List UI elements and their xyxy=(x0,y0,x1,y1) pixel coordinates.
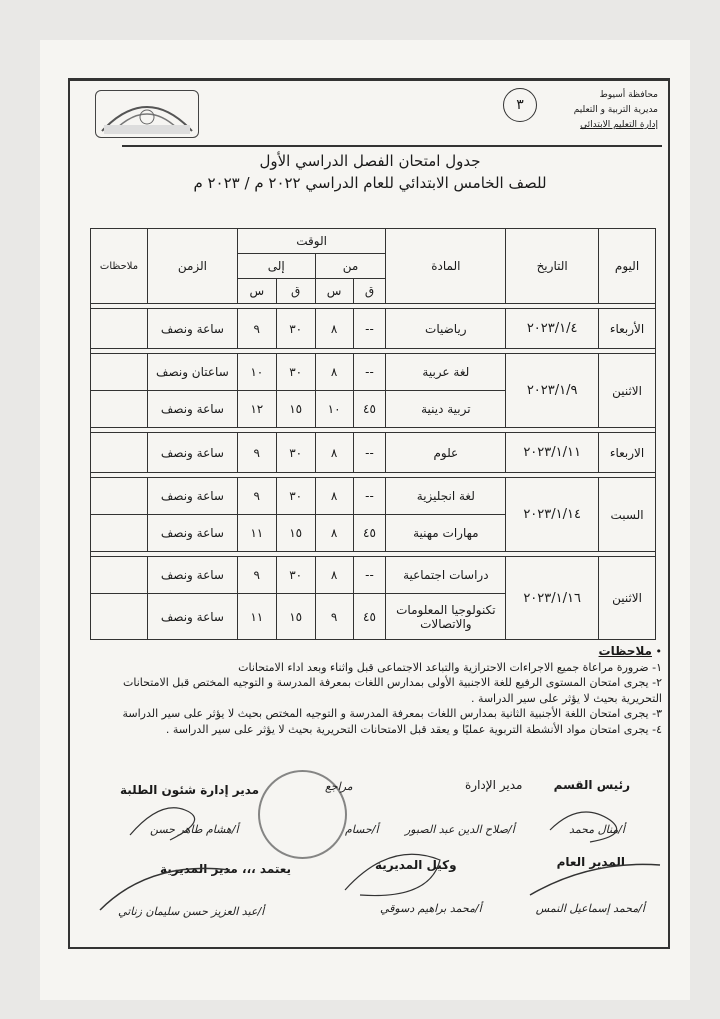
cell-to-s: ١١ xyxy=(237,515,276,552)
note-item: ١- ضرورة مراعاة جميع الاجراءات الاحترازية والتباعد الاجتماعى قبل واثناء وبعد اداء الامتحانات xyxy=(238,660,662,674)
cell-to-q: ٣٠ xyxy=(276,478,315,515)
table-row xyxy=(91,354,656,391)
signature-name: أ/منال محمد xyxy=(569,823,625,836)
cell-notes xyxy=(91,433,148,473)
cell-to-q: ١٥ xyxy=(276,391,315,428)
cell-duration: ساعة ونصف xyxy=(148,391,238,428)
signature-name: أ/هشام طاهر حسن xyxy=(150,823,239,836)
table-row xyxy=(91,433,656,473)
cell-to-q: ٣٠ xyxy=(276,433,315,473)
title-line: للصف الخامس الابتدائي للعام الدراسي ٢٠٢٢ م / ٢٠٢٣ م xyxy=(193,174,547,192)
cell-notes xyxy=(91,557,148,594)
cell-from-s: ٨ xyxy=(315,309,353,349)
signature-name: أ/محمد إسماعيل النمس xyxy=(535,902,645,915)
cell-duration: ساعة ونصف xyxy=(148,594,238,640)
cell-to-q: ٣٠ xyxy=(276,354,315,391)
signature-name: أ/محمد براهيم دسوقي xyxy=(380,902,482,915)
cell-to-q: ٣٠ xyxy=(276,309,315,349)
signature-title: مراجع xyxy=(325,780,353,793)
signature-title: رئيس القسم xyxy=(553,778,630,792)
cell-from-s: ٨ xyxy=(315,433,353,473)
table-row xyxy=(91,309,656,349)
org-line: محافظة أسيوط xyxy=(599,90,658,100)
cell-subject: علوم xyxy=(386,433,506,473)
cell-date: ٢٠٢٣/١/١٦ xyxy=(506,557,599,640)
cell-day: السبت xyxy=(599,478,656,552)
org-header xyxy=(574,88,658,133)
signature-title: المدير العام xyxy=(556,855,625,869)
cell-subject: لغة عربية xyxy=(386,354,506,391)
exam-schedule-table xyxy=(90,228,656,640)
header-to: إلى xyxy=(237,254,315,279)
cell-from-q: ٤٥ xyxy=(353,594,386,640)
cell-from-q: ٤٥ xyxy=(353,391,386,428)
cell-date: ٢٠٢٣/١/١١ xyxy=(506,433,599,473)
header-from: من xyxy=(315,254,386,279)
note-item: ٢- يجرى امتحان المستوى الرفيع للغة الاجنبية الأولى بمدارس اللغات بمعرفة المدرسة و التوجيه المختص قبل الامتحانات التحريرية بحيث لا يؤثر على سير الدراسة . xyxy=(123,676,662,705)
cell-to-s: ١١ xyxy=(237,594,276,640)
cell-to-s: ٩ xyxy=(237,433,276,473)
cell-from-s: ٩ xyxy=(315,594,353,640)
note-item: ٤- يجرى امتحان مواد الأنشطة التربوية عمليًا و يعقد قبل الامتحانات التحريرية بحيث لا يؤثر على سير الدراسة . xyxy=(165,722,662,736)
cell-to-s: ٩ xyxy=(237,557,276,594)
cell-notes xyxy=(91,354,148,391)
cell-notes xyxy=(91,594,148,640)
notes-section xyxy=(90,644,662,737)
signature-name: أ/حسام xyxy=(345,823,379,836)
logo xyxy=(95,90,199,138)
cell-day: الاثنين xyxy=(599,354,656,428)
org-line: إدارة التعليم الابتدائي xyxy=(580,120,658,130)
cell-from-q: -- xyxy=(353,557,386,594)
cell-duration: ساعة ونصف xyxy=(148,478,238,515)
cell-notes xyxy=(91,391,148,428)
cell-day: الأربعاء xyxy=(599,309,656,349)
cell-duration: ساعة ونصف xyxy=(148,309,238,349)
cell-to-s: ٩ xyxy=(237,309,276,349)
table-row xyxy=(91,557,656,594)
cell-subject: رياضيات xyxy=(386,309,506,349)
cell-from-q: -- xyxy=(353,478,386,515)
header-subject: المادة xyxy=(386,229,506,304)
header-day: اليوم xyxy=(599,229,656,304)
cell-from-q: -- xyxy=(353,433,386,473)
signature-title: مدير الإدارة xyxy=(465,778,523,792)
cell-to-s: ١٢ xyxy=(237,391,276,428)
cell-date: ٢٠٢٣/١/٩ xyxy=(506,354,599,428)
cell-subject: تربية دينية xyxy=(386,391,506,428)
notes-heading: ملاحظات xyxy=(598,644,652,658)
signature-title: وكيل المديرية xyxy=(375,858,457,872)
cell-to-s: ٩ xyxy=(237,478,276,515)
cell-day: الاربعاء xyxy=(599,433,656,473)
cell-from-q: -- xyxy=(353,354,386,391)
cell-duration: ساعة ونصف xyxy=(148,515,238,552)
cell-from-s: ٨ xyxy=(315,478,353,515)
signature-title: يعتمد ،،، مدير المديرية xyxy=(160,862,292,876)
signature-name: أ/صلاح الدين عبد الصبور xyxy=(405,823,515,836)
cell-to-q: ٣٠ xyxy=(276,557,315,594)
cell-subject: مهارات مهنية xyxy=(386,515,506,552)
cell-to-q: ١٥ xyxy=(276,594,315,640)
cell-from-s: ١٠ xyxy=(315,391,353,428)
cell-subject: تكنولوجيا المعلومات والاتصالات xyxy=(386,594,506,640)
org-line: مديرية التربية و التعليم xyxy=(573,105,658,115)
title-line: جدول امتحان الفصل الدراسي الأول xyxy=(259,152,481,170)
header-minutes: ق xyxy=(276,279,315,304)
cell-to-q: ١٥ xyxy=(276,515,315,552)
header-divider xyxy=(122,145,662,147)
cell-subject: لغة انجليزية xyxy=(386,478,506,515)
handwritten-signatures xyxy=(90,780,670,930)
header-notes: ملاحظات xyxy=(91,229,148,304)
header-hours: س xyxy=(315,279,353,304)
note-item: ٣- يجرى امتحان اللغة الأجنبية الثانية بمدارس اللغات بمعرفة المدرسة و التوجيه المختص بحيث لا يؤثر على سير الدراسة xyxy=(122,707,662,720)
cell-notes xyxy=(91,478,148,515)
page-number: ٣ xyxy=(503,88,537,122)
cell-subject: دراسات اجتماعية xyxy=(386,557,506,594)
cell-date: ٢٠٢٣/١/١٤ xyxy=(506,478,599,552)
header-duration: الزمن xyxy=(148,229,238,304)
cell-duration: ساعة ونصف xyxy=(148,557,238,594)
signature-title: مدير إدارة شئون الطلبة xyxy=(120,783,260,797)
cell-duration: ساعتان ونصف xyxy=(148,354,238,391)
header-hours: س xyxy=(237,279,276,304)
cell-from-q: ٤٥ xyxy=(353,515,386,552)
table-row xyxy=(91,478,656,515)
cell-notes xyxy=(91,515,148,552)
cell-date: ٢٠٢٣/١/٤ xyxy=(506,309,599,349)
cell-from-s: ٨ xyxy=(315,515,353,552)
cell-from-s: ٨ xyxy=(315,354,353,391)
cell-duration: ساعة ونصف xyxy=(148,433,238,473)
cell-from-q: -- xyxy=(353,309,386,349)
bullet: • xyxy=(652,645,662,658)
header-time: الوقت xyxy=(237,229,386,254)
cell-notes xyxy=(91,309,148,349)
cell-from-s: ٨ xyxy=(315,557,353,594)
cell-day: الاثنين xyxy=(599,557,656,640)
page-title xyxy=(130,150,610,194)
signature-name: أ/عبد العزيز حسن سليمان زناتي xyxy=(118,905,265,918)
header-date: التاريخ xyxy=(506,229,599,304)
header-minutes: ق xyxy=(353,279,386,304)
cell-to-s: ١٠ xyxy=(237,354,276,391)
